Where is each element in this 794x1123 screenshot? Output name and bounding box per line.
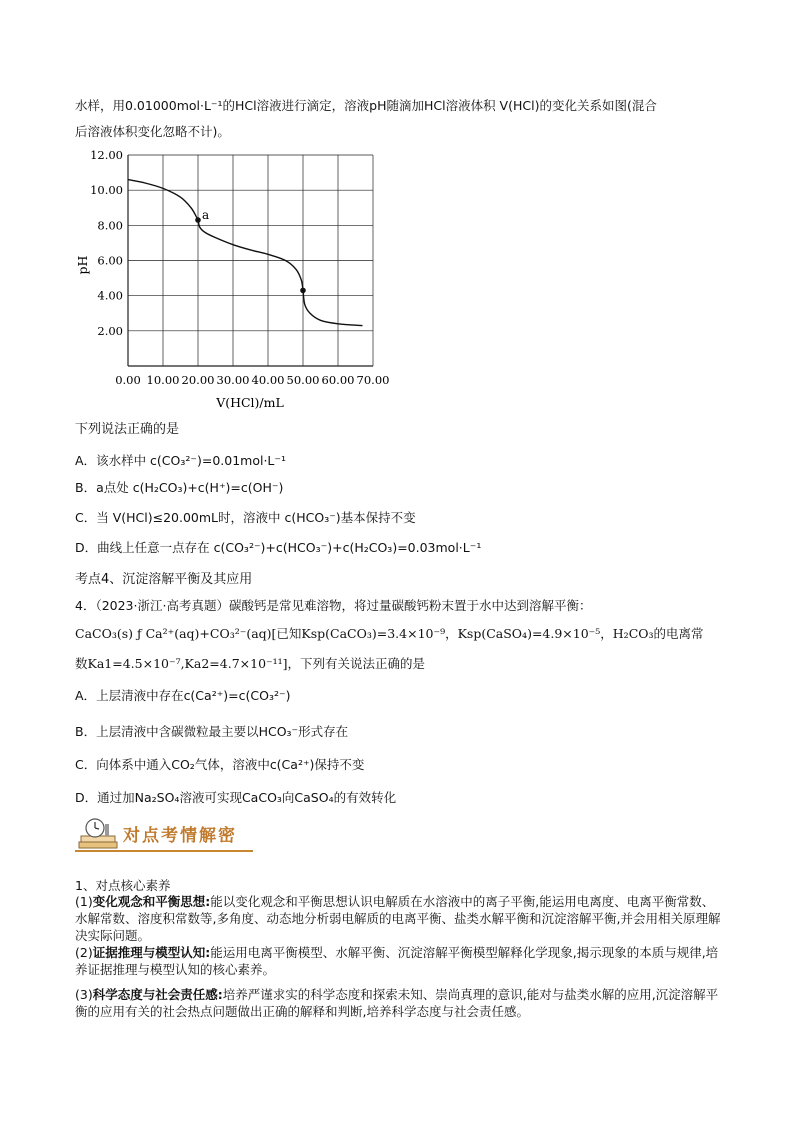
q4-stem-1: 4．（2023·浙江·高考真题）碳酸钙是常见难溶物，将过量碳酸钙粉末置于水中达到溶解平衡：	[75, 598, 592, 613]
option-letter: A．	[75, 688, 97, 703]
intro-line-2: 后溶液体积变化忽略不计)。	[75, 124, 230, 139]
q3-option-b	[75, 478, 283, 496]
option-letter: C．	[75, 757, 97, 772]
y-tick-label: 12.00	[90, 148, 123, 162]
option-letter: A．	[75, 453, 97, 468]
y-tick-label: 6.00	[97, 253, 123, 268]
item-keyword: 科学态度与社会责任感:	[92, 987, 223, 1002]
q3-option-a	[75, 451, 286, 469]
banner-title: 对点考情解密	[123, 826, 237, 846]
option-text: 上层清液中存在c(Ca²⁺)=c(CO₃²⁻)	[96, 688, 291, 703]
option-text: 该水样中 c(CO₃²⁻)=0.01mol·L⁻¹	[96, 453, 286, 468]
literacy-item	[75, 893, 725, 944]
literacy-heading: 1、对点核心素养	[75, 878, 171, 893]
y-axis-label: pH	[75, 255, 90, 275]
books-clock-icon	[77, 816, 121, 850]
x-axis-label: V(HCl)/mL	[216, 395, 284, 410]
q4-option-b	[75, 722, 348, 740]
question-prompt: 下列说法正确的是	[75, 422, 180, 437]
item-number: (3)	[75, 987, 93, 1002]
x-tick-label: 20.00	[181, 373, 215, 387]
option-text: 当 V(HCl)≤20.00mL时，溶液中 c(HCO₃⁻)基本保持不变	[96, 510, 416, 525]
ph-titration-chart	[70, 145, 400, 415]
q4-stem-2: CaCO₃(s) ƒ Ca²⁺(aq)+CO₃²⁻(aq)[已知Ksp(CaCO₃)=3.4×10⁻⁹，Ksp(CaSO₄)=4.9×10⁻⁵，H₂CO₃的电离常	[75, 626, 704, 641]
q3-option-d	[75, 538, 481, 556]
section-title: 考点4、沉淀溶解平衡及其应用	[75, 572, 253, 587]
item-text: 培养严谨求实的科学态度和探索未知、崇尚真理的意识,能对与盐类水解的应用,沉淀溶解平衡的应用有关的社会热点问题做出正确的解释和判断,培养科学态度与社会责任感。	[75, 987, 719, 1019]
x-tick-label: 30.00	[216, 373, 250, 387]
option-text: 上层清液中含碳微粒最主要以HCO₃⁻形式存在	[96, 724, 349, 739]
chart-grid	[128, 155, 373, 366]
option-letter: D．	[75, 790, 98, 805]
curve-point	[195, 217, 201, 223]
item-number: (1)	[75, 894, 93, 909]
x-tick-label: 50.00	[286, 373, 320, 387]
option-text: 通过加Na₂SO₄溶液可实现CaCO₃向CaSO₄的有效转化	[97, 790, 397, 805]
item-keyword: 变化观念和平衡思想:	[92, 894, 211, 909]
x-tick-label: 0.00	[115, 373, 141, 387]
item-number: (2)	[75, 945, 93, 960]
option-letter: C．	[75, 510, 97, 525]
item-text: 能以变化观念和平衡思想认识电解质在水溶液中的离子平衡,能运用电离度、电离平衡常数、水解常数、溶度积常数等,多角度、动态地分析弱电解质的电离平衡、盐类水解平衡和沉淀溶解平衡,并会用相关原理解决实际问题。	[75, 894, 721, 943]
option-text: 向体系中通入CO₂气体，溶液中c(Ca²⁺)保持不变	[96, 757, 365, 772]
y-tick-label: 8.00	[97, 218, 123, 233]
x-tick-label: 40.00	[251, 373, 285, 387]
literacy-item	[75, 986, 725, 1020]
q4-option-d	[75, 788, 396, 806]
option-text: 曲线上任意一点存在 c(CO₃²⁻)+c(HCO₃⁻)+c(H₂CO₃)=0.03mol·L⁻¹	[97, 540, 482, 555]
item-keyword: 证据推理与模型认知:	[92, 945, 211, 960]
item-text: 能运用电离平衡模型、水解平衡、沉淀溶解平衡模型解释化学现象,揭示现象的本质与规律,培养证据推理与模型认知的核心素养。	[75, 945, 719, 977]
y-tick-label: 2.00	[97, 323, 123, 338]
option-text: a点处 c(H₂CO₃)+c(H⁺)=c(OH⁻)	[96, 480, 284, 495]
y-tick-label: 4.00	[97, 288, 123, 303]
intro-line-1: 水样，用0.01000mol·L⁻¹的HCl溶液进行滴定，溶液pH随滴加HCl溶液体积 V(HCl)的变化关系如图(混合	[75, 98, 657, 113]
option-letter: B．	[75, 724, 97, 739]
q3-option-c	[75, 508, 416, 526]
x-tick-label: 60.00	[321, 373, 355, 387]
literacy-item	[75, 944, 725, 978]
y-tick-label: 10.00	[90, 183, 123, 198]
option-letter: D．	[75, 540, 98, 555]
section-banner	[75, 816, 253, 852]
x-tick-label: 70.00	[356, 373, 390, 387]
q4-stem-3: 数Ka1=4.5×10⁻⁷,Ka2=4.7×10⁻¹¹]，下列有关说法正确的是	[75, 656, 426, 671]
x-tick-label: 10.00	[146, 373, 180, 387]
q4-option-c	[75, 755, 364, 773]
point-label-a: a	[202, 208, 210, 223]
banner-underline	[75, 850, 253, 852]
q4-option-a	[75, 686, 290, 704]
option-letter: B．	[75, 480, 97, 495]
curve-point	[300, 288, 306, 294]
